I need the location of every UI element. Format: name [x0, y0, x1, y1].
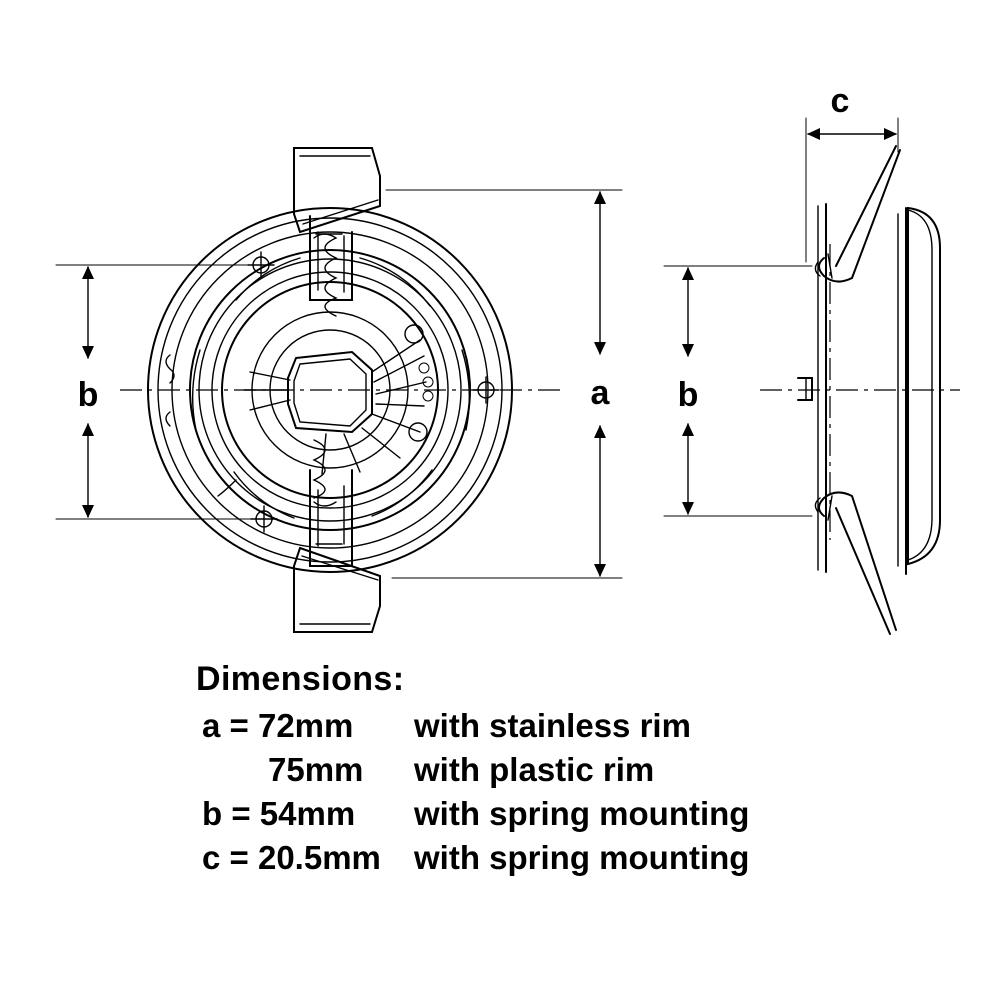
front-view [56, 148, 622, 632]
dimension-label-c: c [830, 82, 850, 120]
dimensions-block [196, 660, 986, 877]
spring-clip-upper [815, 146, 900, 282]
dimension-note-b: with spring mounting [414, 795, 750, 832]
dimension-symbol-c: c = 20.5mm [202, 839, 381, 876]
dimensions-title: Dimensions: [196, 660, 405, 698]
screw-mark-bottom-left [251, 506, 277, 532]
dimension-b-side [664, 266, 812, 516]
dimension-symbol-b: b = 54mm [202, 795, 356, 832]
dimension-note-a-alt: with plastic rim [414, 751, 655, 788]
dimension-row [196, 839, 986, 877]
dimension-label-a: a [590, 374, 610, 412]
dimension-symbol-a: a = 72mm [202, 707, 354, 744]
dimension-note-c: with spring mounting [414, 839, 750, 876]
dimension-b-front [56, 265, 258, 519]
dimension-label-b-side: b [677, 376, 699, 414]
dimension-row [196, 795, 986, 833]
dimension-a-front [386, 190, 622, 578]
dimension-note-a: with stainless rim [414, 707, 691, 744]
spring-clip-lower [815, 492, 896, 634]
side-view [664, 82, 960, 634]
dimension-symbol-a-alt: 75mm [268, 751, 364, 788]
dimension-row [196, 751, 986, 789]
spring-bracket-bottom [294, 440, 380, 632]
dimension-row [196, 707, 986, 745]
dimension-label-b-front: b [77, 376, 99, 414]
